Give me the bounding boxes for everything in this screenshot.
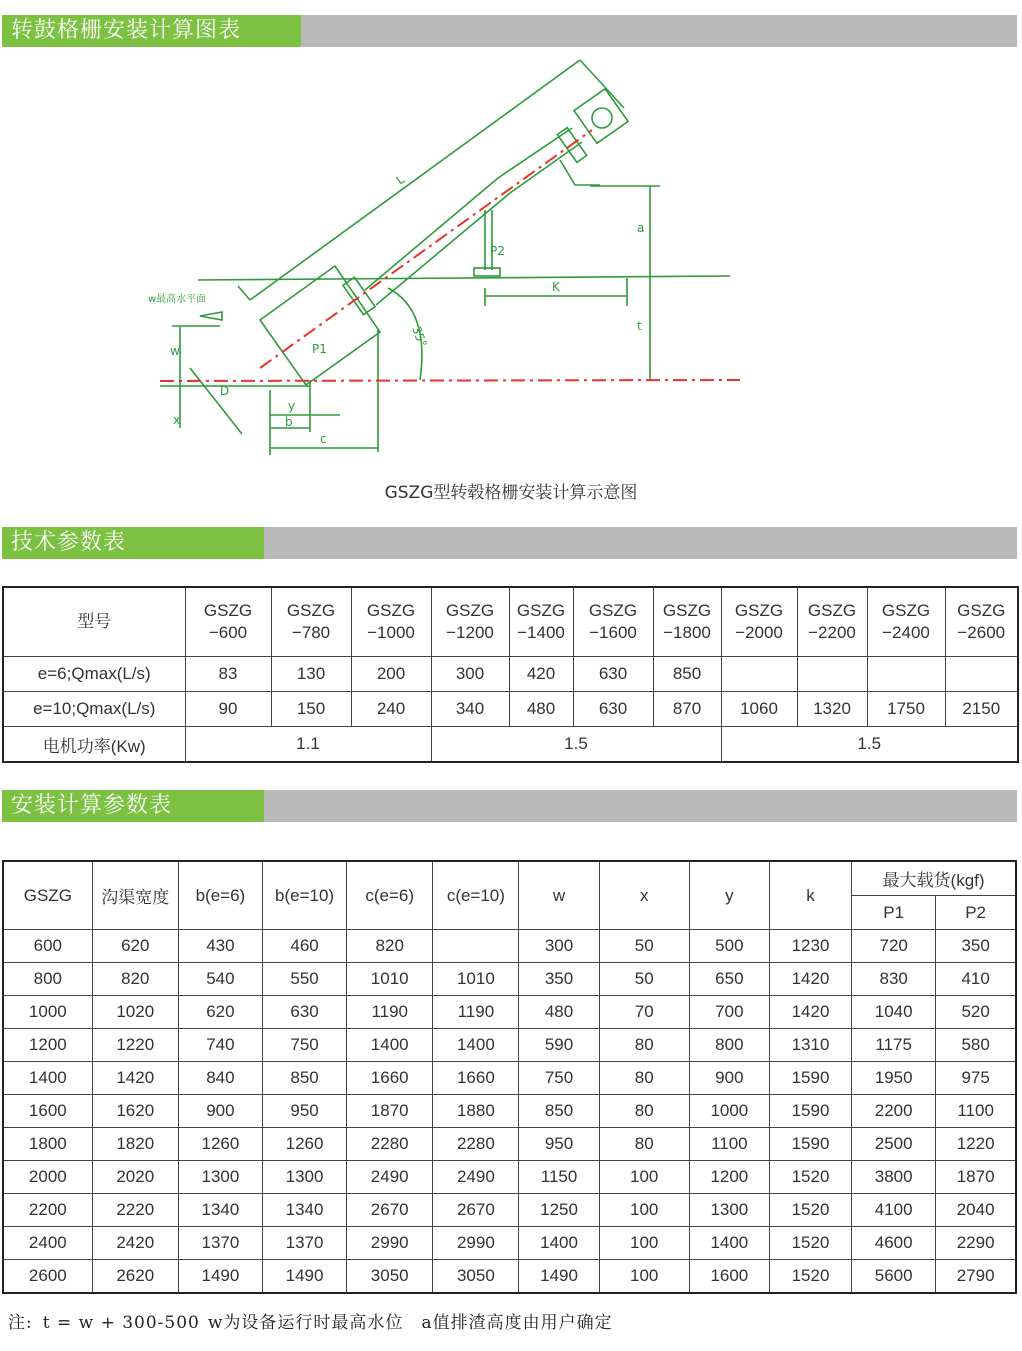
table-cell: 850 xyxy=(653,657,721,692)
table-cell: 620 xyxy=(178,996,262,1029)
table-cell: 1820 xyxy=(92,1128,178,1161)
table-cell: 850 xyxy=(519,1095,599,1128)
dim-L-line xyxy=(250,60,580,300)
label-P1: P1 xyxy=(312,342,327,356)
tech-row-power xyxy=(3,727,1018,763)
footnote xyxy=(8,1308,631,1333)
table-cell: 1010 xyxy=(433,963,519,996)
table-cell: 240 xyxy=(351,692,431,727)
row-label: 电机功率(Kw) xyxy=(3,727,185,763)
table-cell: 480 xyxy=(509,692,573,727)
table-cell: 1400 xyxy=(519,1227,599,1260)
table-cell: 1100 xyxy=(936,1095,1016,1128)
table-cell xyxy=(797,657,867,692)
table-cell: 1250 xyxy=(519,1194,599,1227)
table-cell: 1300 xyxy=(262,1161,346,1194)
table-cell: 900 xyxy=(689,1062,769,1095)
table-cell: 1100 xyxy=(689,1128,769,1161)
table-row xyxy=(3,996,1016,1029)
table-cell: 2280 xyxy=(433,1128,519,1161)
table-cell: 580 xyxy=(936,1029,1016,1062)
label-water-level: w最高水平面 xyxy=(148,294,207,305)
column-header: b(e=10) xyxy=(262,861,346,930)
table-cell: 70 xyxy=(599,996,689,1029)
column-header: w xyxy=(519,861,599,930)
table-cell: 1870 xyxy=(936,1161,1016,1194)
section-bar-install xyxy=(2,790,1017,822)
table-cell: 1200 xyxy=(689,1161,769,1194)
table-cell: 2420 xyxy=(92,1227,178,1260)
table-cell: 1150 xyxy=(519,1161,599,1194)
model-cell: GSZG −1200 xyxy=(431,587,509,657)
table-cell: 1220 xyxy=(936,1128,1016,1161)
table-cell: 650 xyxy=(689,963,769,996)
column-header-load: 最大载货(kgf) xyxy=(852,861,1016,896)
install-params-table xyxy=(2,860,1017,1294)
table-cell: 1190 xyxy=(433,996,519,1029)
label-c: c xyxy=(320,432,327,446)
note-w-desc: w为设备运行时最高水位 xyxy=(207,1313,404,1333)
table-cell: 1590 xyxy=(769,1095,851,1128)
table-cell: 2620 xyxy=(92,1260,178,1294)
table-cell: 1300 xyxy=(689,1194,769,1227)
table-cell: 1420 xyxy=(769,963,851,996)
section-title-tech: 技术参数表 xyxy=(2,527,264,559)
table-cell: 500 xyxy=(689,930,769,963)
table-cell: 100 xyxy=(599,1194,689,1227)
table-cell: 2280 xyxy=(347,1128,433,1161)
column-header: c(e=10) xyxy=(433,861,519,930)
table-cell: 1260 xyxy=(178,1128,262,1161)
table-cell: 80 xyxy=(599,1029,689,1062)
table-cell: 1590 xyxy=(769,1062,851,1095)
table-cell: 3800 xyxy=(852,1161,936,1194)
table-cell: 2400 xyxy=(3,1227,92,1260)
table-cell: 2790 xyxy=(936,1260,1016,1294)
table-cell: 1310 xyxy=(769,1029,851,1062)
table-cell: 630 xyxy=(573,692,653,727)
table-cell: 83 xyxy=(185,657,271,692)
tech-header-row xyxy=(3,587,1018,657)
table-cell: 1800 xyxy=(3,1128,92,1161)
table-row xyxy=(3,1062,1016,1095)
table-cell: 350 xyxy=(936,930,1016,963)
installation-diagram xyxy=(130,50,750,475)
table-row xyxy=(3,1029,1016,1062)
table-cell: 1.5 xyxy=(721,727,1018,763)
table-cell: 1340 xyxy=(178,1194,262,1227)
table-cell: 870 xyxy=(653,692,721,727)
table-cell xyxy=(721,657,797,692)
table-row xyxy=(3,1260,1016,1294)
table-cell xyxy=(945,657,1018,692)
row-label: e=10;Qmax(L/s) xyxy=(3,692,185,727)
table-cell: 3050 xyxy=(347,1260,433,1294)
note-formula: t = w + 300-500 xyxy=(42,1313,200,1333)
table-cell: 1175 xyxy=(852,1029,936,1062)
table-cell: 900 xyxy=(178,1095,262,1128)
tech-params-table xyxy=(2,586,1019,763)
table-cell: 1620 xyxy=(92,1095,178,1128)
row-label: e=6;Qmax(L/s) xyxy=(3,657,185,692)
table-cell: 350 xyxy=(519,963,599,996)
note-prefix: 注: xyxy=(8,1313,33,1333)
table-cell: 540 xyxy=(178,963,262,996)
table-cell: 2020 xyxy=(92,1161,178,1194)
table-cell: 600 xyxy=(3,930,92,963)
table-cell: 4100 xyxy=(852,1194,936,1227)
table-cell: 1040 xyxy=(852,996,936,1029)
table-cell: 630 xyxy=(573,657,653,692)
table-cell: 1220 xyxy=(92,1029,178,1062)
table-cell: 1490 xyxy=(519,1260,599,1294)
table-row xyxy=(3,930,1016,963)
column-header: y xyxy=(689,861,769,930)
table-cell: 4600 xyxy=(852,1227,936,1260)
diagram-caption: GSZG型转毂格栅安装计算示意图 xyxy=(384,483,638,503)
column-header: 沟渠宽度 xyxy=(92,861,178,930)
table-cell: 1600 xyxy=(3,1095,92,1128)
table-cell: 830 xyxy=(852,963,936,996)
table-cell: 2670 xyxy=(433,1194,519,1227)
table-cell: 1370 xyxy=(262,1227,346,1260)
table-cell: 340 xyxy=(431,692,509,727)
model-cell: GSZG −2000 xyxy=(721,587,797,657)
table-row xyxy=(3,1128,1016,1161)
column-header: b(e=6) xyxy=(178,861,262,930)
table-cell: 1260 xyxy=(262,1128,346,1161)
table-cell: 2150 xyxy=(945,692,1018,727)
note-a-desc: a值排渣高度由用户确定 xyxy=(421,1313,613,1333)
table-cell: 2040 xyxy=(936,1194,1016,1227)
table-cell: 850 xyxy=(262,1062,346,1095)
column-header: c(e=6) xyxy=(347,861,433,930)
table-cell: 420 xyxy=(509,657,573,692)
table-cell xyxy=(433,930,519,963)
table-cell: 950 xyxy=(262,1095,346,1128)
table-cell: 1520 xyxy=(769,1194,851,1227)
table-cell: 975 xyxy=(936,1062,1016,1095)
table-cell: 1420 xyxy=(769,996,851,1029)
table-cell: 1370 xyxy=(178,1227,262,1260)
model-cell: GSZG −780 xyxy=(271,587,351,657)
table-cell: 1230 xyxy=(769,930,851,963)
table-cell: 1880 xyxy=(433,1095,519,1128)
table-row xyxy=(3,1194,1016,1227)
table-cell: 2990 xyxy=(347,1227,433,1260)
model-cell: GSZG −2400 xyxy=(867,587,945,657)
table-cell: 1660 xyxy=(347,1062,433,1095)
table-cell: 1520 xyxy=(769,1260,851,1294)
table-cell: 1400 xyxy=(347,1029,433,1062)
section-bar-diagram xyxy=(2,15,1017,47)
tech-header-label: 型号 xyxy=(3,587,185,657)
table-cell: 550 xyxy=(262,963,346,996)
label-b: b xyxy=(285,415,293,429)
section-bar-tech xyxy=(2,527,1017,559)
table-cell: 200 xyxy=(351,657,431,692)
table-cell: 2490 xyxy=(347,1161,433,1194)
table-cell: 300 xyxy=(519,930,599,963)
table-cell: 90 xyxy=(185,692,271,727)
model-cell: GSZG −2600 xyxy=(945,587,1018,657)
table-cell: 1010 xyxy=(347,963,433,996)
table-cell: 800 xyxy=(3,963,92,996)
table-cell: 100 xyxy=(599,1260,689,1294)
table-cell: 300 xyxy=(431,657,509,692)
table-cell: 2600 xyxy=(3,1260,92,1294)
label-D: D xyxy=(220,384,230,398)
label-t: t xyxy=(637,319,642,333)
table-cell: 1400 xyxy=(433,1029,519,1062)
model-cell: GSZG −1000 xyxy=(351,587,431,657)
model-cell: GSZG −1800 xyxy=(653,587,721,657)
table-cell: 1340 xyxy=(262,1194,346,1227)
table-cell: 50 xyxy=(599,963,689,996)
table-cell: 1.5 xyxy=(431,727,721,763)
table-cell: 100 xyxy=(599,1161,689,1194)
table-cell: 480 xyxy=(519,996,599,1029)
tech-row-e6 xyxy=(3,657,1018,692)
table-cell: 520 xyxy=(936,996,1016,1029)
table-cell: 2200 xyxy=(3,1194,92,1227)
table-cell: 1400 xyxy=(3,1062,92,1095)
table-cell: 2670 xyxy=(347,1194,433,1227)
table-cell: 1950 xyxy=(852,1062,936,1095)
label-y: y xyxy=(288,399,296,413)
table-row xyxy=(3,1095,1016,1128)
table-cell: 50 xyxy=(599,930,689,963)
table-row xyxy=(3,1161,1016,1194)
label-a: a xyxy=(637,221,645,235)
column-header: x xyxy=(599,861,689,930)
table-cell: 1000 xyxy=(3,996,92,1029)
table-cell: 150 xyxy=(271,692,351,727)
table-cell: 820 xyxy=(92,963,178,996)
table-cell: 2990 xyxy=(433,1227,519,1260)
table-cell: 80 xyxy=(599,1095,689,1128)
label-x: x xyxy=(173,413,181,427)
table-cell: 1490 xyxy=(178,1260,262,1294)
table-cell: 630 xyxy=(262,996,346,1029)
column-header: P1 xyxy=(852,896,936,930)
table-cell: 1.1 xyxy=(185,727,431,763)
table-cell: 2200 xyxy=(852,1095,936,1128)
table-cell: 2490 xyxy=(433,1161,519,1194)
table-cell: 1400 xyxy=(689,1227,769,1260)
install-header-row xyxy=(3,861,1016,896)
table-row xyxy=(3,963,1016,996)
table-cell: 3050 xyxy=(433,1260,519,1294)
model-cell: GSZG −1600 xyxy=(573,587,653,657)
table-cell: 80 xyxy=(599,1128,689,1161)
table-cell: 820 xyxy=(347,930,433,963)
label-P2: P2 xyxy=(490,244,505,258)
label-angle: 35° xyxy=(409,324,430,350)
model-cell: GSZG −2200 xyxy=(797,587,867,657)
table-cell: 2500 xyxy=(852,1128,936,1161)
table-cell: 1020 xyxy=(92,996,178,1029)
table-cell: 2220 xyxy=(92,1194,178,1227)
column-header: k xyxy=(769,861,851,930)
table-cell: 1060 xyxy=(721,692,797,727)
label-w: w xyxy=(170,344,180,358)
channel-bottom-line xyxy=(160,380,740,381)
table-cell: 620 xyxy=(92,930,178,963)
table-cell: 1200 xyxy=(3,1029,92,1062)
install-table-body xyxy=(3,930,1016,1294)
table-cell: 720 xyxy=(852,930,936,963)
column-header: P2 xyxy=(936,896,1016,930)
section-title-diagram: 转鼓格栅安装计算图表 xyxy=(2,15,301,47)
section-title-install: 安装计算参数表 xyxy=(2,790,264,822)
table-cell: 80 xyxy=(599,1062,689,1095)
table-cell: 950 xyxy=(519,1128,599,1161)
table-cell: 1520 xyxy=(769,1161,851,1194)
table-cell: 800 xyxy=(689,1029,769,1062)
tech-row-e10 xyxy=(3,692,1018,727)
table-cell: 1320 xyxy=(797,692,867,727)
table-cell: 2000 xyxy=(3,1161,92,1194)
table-cell: 2290 xyxy=(936,1227,1016,1260)
table-cell: 740 xyxy=(178,1029,262,1062)
model-cell: GSZG −1400 xyxy=(509,587,573,657)
label-K: K xyxy=(552,280,560,294)
table-cell: 750 xyxy=(262,1029,346,1062)
table-cell: 1000 xyxy=(689,1095,769,1128)
table-cell: 750 xyxy=(519,1062,599,1095)
table-cell: 5600 xyxy=(852,1260,936,1294)
table-cell: 430 xyxy=(178,930,262,963)
table-cell: 130 xyxy=(271,657,351,692)
table-cell: 1490 xyxy=(262,1260,346,1294)
table-cell: 1420 xyxy=(92,1062,178,1095)
table-cell: 1590 xyxy=(769,1128,851,1161)
table-cell: 1520 xyxy=(769,1227,851,1260)
table-cell: 100 xyxy=(599,1227,689,1260)
table-cell: 1190 xyxy=(347,996,433,1029)
label-L: L xyxy=(393,172,408,188)
table-cell: 460 xyxy=(262,930,346,963)
table-cell: 1300 xyxy=(178,1161,262,1194)
model-cell: GSZG −600 xyxy=(185,587,271,657)
column-header: GSZG xyxy=(3,861,92,930)
table-cell: 1660 xyxy=(433,1062,519,1095)
motor-box xyxy=(574,89,628,144)
table-cell: 410 xyxy=(936,963,1016,996)
table-cell: 1750 xyxy=(867,692,945,727)
table-cell: 1600 xyxy=(689,1260,769,1294)
table-cell: 590 xyxy=(519,1029,599,1062)
table-cell: 700 xyxy=(689,996,769,1029)
table-cell: 840 xyxy=(178,1062,262,1095)
table-cell: 1870 xyxy=(347,1095,433,1128)
table-cell xyxy=(867,657,945,692)
table-row xyxy=(3,1227,1016,1260)
